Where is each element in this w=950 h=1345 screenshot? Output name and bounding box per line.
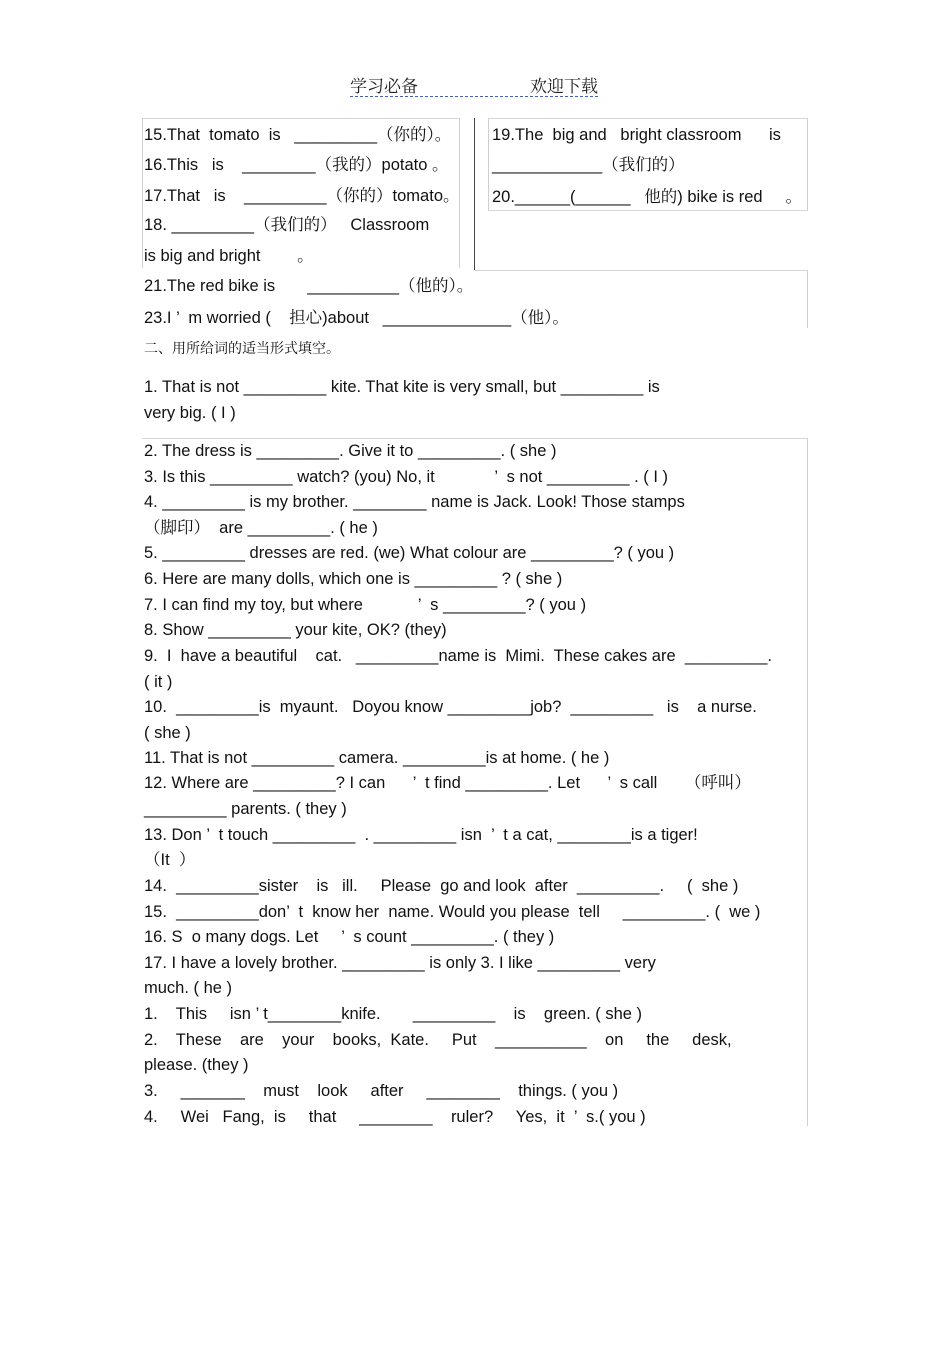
table-left-line-5: is big and bright 。: [144, 247, 314, 265]
bottom-block-top-border: [475, 270, 808, 271]
exercise-line: much. ( he ): [144, 979, 233, 997]
table-top-border-left: [142, 118, 460, 119]
exercise-line: ( it ): [144, 673, 173, 691]
exercise-line: 3. Is this _________ watch? (you) No, it ’ s not _________ . ( I ): [144, 468, 669, 486]
exercise-line: 4. _________ is my brother. ________ name is Jack. Look! Those stamps: [144, 493, 685, 511]
exercise-line: 8. Show _________ your kite, OK? (they): [144, 621, 447, 639]
exercise-line: 1. This isn ’ t________knife. _________ is green. ( she ): [144, 1005, 643, 1023]
table-bottom-line-2: 23.I ’ m worried ( 担心)about ______________（他）。: [144, 309, 569, 327]
exercise-line: 3. _______ must look after ________ things. ( you ): [144, 1082, 619, 1100]
exercise-block-right-border: [807, 438, 808, 1126]
exercise-line: 15. _________don’ t know her name. Would you please tell _________. ( we ): [144, 903, 761, 921]
header-right-text: 欢迎下载: [530, 77, 598, 97]
right-cell-right-border: [807, 118, 808, 210]
exercise-line: 4. Wei Fang, is that ________ ruler? Yes, it ’ s.( you ): [144, 1108, 646, 1126]
section-2-title: 二、用所给词的适当形式填空。: [144, 341, 340, 357]
table-divider: [474, 118, 475, 270]
bottom-block-right-border: [807, 270, 808, 328]
exercise-line: 17. I have a lovely brother. _________ is only 3. I like _________ very: [144, 954, 656, 972]
header-left-text: 学习必备: [350, 77, 418, 97]
exercise-line: 16. S o many dogs. Let ’ s count _________. ( they ): [144, 928, 555, 946]
exercise-line: 11. That is not _________ camera. _________is at home. ( he ): [144, 749, 610, 767]
table-left-line-1: 15.That tomato is _________（你的）。: [144, 126, 452, 144]
table-right-line-1: 19.The big and bright classroom is: [492, 126, 781, 144]
exercise-block-top-border: [142, 438, 808, 439]
table-left-line-3: 17.That is _________（你的）tomato。: [144, 187, 460, 205]
question-1-line-2: very big. ( I ): [144, 404, 236, 422]
right-cell-left-border: [488, 118, 489, 210]
exercise-line: （It ）: [144, 851, 196, 869]
table-left-line-4: 18. _________（我们的） Classroom: [144, 216, 430, 234]
table-top-border-right: [488, 118, 808, 119]
exercise-line: 5. _________ dresses are red. (we) What colour are _________? ( you ): [144, 544, 675, 562]
exercise-line: 2. These are your books, Kate. Put __________ on the desk,: [144, 1031, 732, 1049]
exercise-line: 10. _________is myaunt. Doyou know _________job? _________ is a nurse.: [144, 698, 757, 716]
exercise-line: 13. Don ’ t touch _________ . _________ isn ’ t a cat, ________is a tiger!: [144, 826, 698, 844]
exercise-line: ( she ): [144, 724, 191, 742]
table-right-line-3: 20.______(______ 他的) bike is red 。: [492, 188, 803, 206]
table-bottom-line-1: 21.The red bike is __________（他的）。: [144, 277, 474, 295]
exercise-line: 9. I have a beautiful cat. _________name is Mimi. These cakes are _________.: [144, 647, 772, 665]
exercise-line: _________ parents. ( they ): [144, 800, 347, 818]
exercise-line: 14. _________sister is ill. Please go and look after _________. ( she ): [144, 877, 739, 895]
exercise-line: 6. Here are many dolls, which one is _________ ? ( she ): [144, 570, 563, 588]
right-cell-bottom-border: [488, 210, 808, 211]
page-header: [350, 72, 598, 97]
exercise-line: 7. I can find my toy, but where ’ s _________? ( you ): [144, 596, 587, 614]
exercise-line: （脚印） are _________. ( he ): [144, 519, 378, 537]
exercise-line: please. (they ): [144, 1056, 249, 1074]
exercise-line: 12. Where are _________? I can ’ t find _________. Let ’ s call （呼叫）: [144, 774, 751, 792]
table-right-line-2: ____________（我们的）: [492, 156, 685, 174]
question-1-line-1: 1. That is not _________ kite. That kite is very small, but _________ is: [144, 378, 660, 396]
table-left-border: [142, 118, 143, 268]
exercise-line: 2. The dress is _________. Give it to _________. ( she ): [144, 442, 557, 460]
table-left-line-2: 16.This is ________（我的）potato 。: [144, 156, 449, 174]
